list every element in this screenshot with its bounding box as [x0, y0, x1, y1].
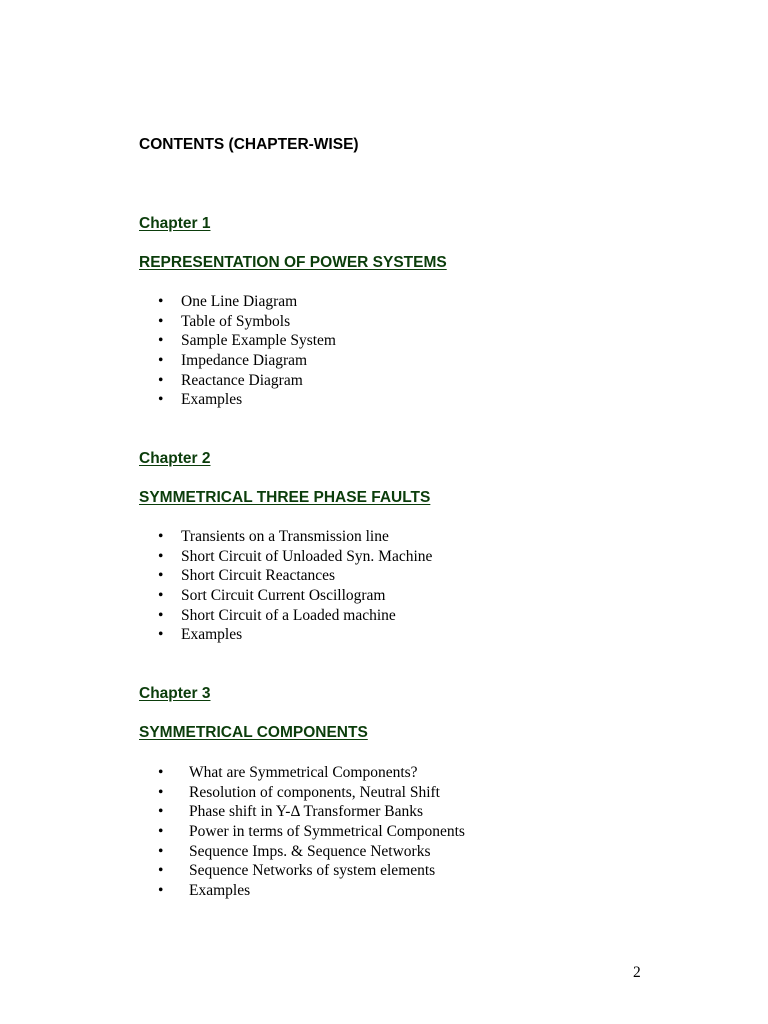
bullet-icon: • [158, 606, 164, 624]
list-item-text: Short Circuit Reactances [181, 567, 336, 585]
bullet-icon: • [158, 823, 164, 841]
list-item-text: One Line Diagram [181, 293, 298, 310]
list-item [158, 312, 336, 332]
chapter-1-label: Chapter 1 [139, 215, 211, 232]
list-item [158, 390, 336, 410]
list-item-text: Power in terms of Symmetrical Components [189, 823, 465, 841]
list-item-text: Examples [181, 391, 243, 409]
bullet-icon: • [158, 293, 164, 310]
bullet-icon: • [158, 332, 164, 350]
list-item-text: Sequence Imps. & Sequence Networks [189, 842, 431, 860]
list-item [158, 606, 432, 626]
chapter-3-topic-list [158, 763, 465, 901]
list-item [158, 566, 432, 586]
bullet-icon: • [158, 764, 164, 781]
chapter-1-title: REPRESENTATION OF POWER SYSTEMS [139, 254, 447, 271]
list-item-text: Impedance Diagram [181, 352, 308, 370]
list-item [158, 881, 465, 901]
list-item-text: Resolution of components, Neutral Shift [189, 783, 440, 801]
list-item [158, 783, 465, 803]
bullet-icon: • [158, 882, 164, 900]
chapter-2-topic-list [158, 527, 432, 645]
bullet-icon: • [158, 528, 164, 545]
chapter-1-topic-list [158, 292, 336, 410]
list-item-text: Examples [181, 626, 243, 644]
bullet-icon: • [158, 587, 164, 605]
bullet-icon: • [158, 626, 164, 644]
list-item [158, 527, 432, 547]
list-item-text: Phase shift in Y-Δ Transformer Banks [189, 803, 423, 821]
bullet-icon: • [158, 842, 164, 860]
chapter-3-title: SYMMETRICAL COMPONENTS [139, 724, 368, 741]
list-item-text: Reactance Diagram [181, 371, 303, 389]
list-item [158, 861, 465, 881]
bullet-icon: • [158, 547, 164, 565]
list-item-text: Short Circuit of a Loaded machine [181, 606, 396, 624]
bullet-icon: • [158, 312, 164, 330]
list-item-text: Transients on a Transmission line [181, 528, 389, 545]
bullet-icon: • [158, 803, 164, 821]
list-item-text: Short Circuit of Unloaded Syn. Machine [181, 547, 433, 565]
chapter-2-title: SYMMETRICAL THREE PHASE FAULTS [139, 489, 431, 506]
chapter-3-label: Chapter 3 [139, 685, 211, 702]
bullet-icon: • [158, 862, 164, 880]
contents-title: CONTENTS (CHAPTER-WISE) [139, 136, 359, 153]
chapter-2-label: Chapter 2 [139, 450, 211, 467]
list-item [158, 822, 465, 842]
list-item-text: Table of Symbols [181, 312, 291, 330]
list-item [158, 331, 336, 351]
list-item-text: Sample Example System [181, 332, 336, 350]
list-item-text: What are Symmetrical Components? [189, 764, 418, 781]
list-item-text: Sort Circuit Current Oscillogram [181, 587, 386, 605]
list-item-text: Sequence Networks of system elements [189, 862, 436, 880]
list-item [158, 547, 432, 567]
bullet-icon: • [158, 567, 164, 585]
bullet-icon: • [158, 371, 164, 389]
list-item [158, 586, 432, 606]
list-item [158, 292, 336, 312]
list-item-text: Examples [189, 882, 251, 900]
bullet-icon: • [158, 783, 164, 801]
list-item [158, 842, 465, 862]
list-item [158, 625, 432, 645]
list-item [158, 763, 465, 783]
bullet-icon: • [158, 391, 164, 409]
list-item [158, 802, 465, 822]
list-item [158, 351, 336, 371]
bullet-icon: • [158, 352, 164, 370]
page-number: 2 [633, 964, 641, 981]
list-item [158, 371, 336, 391]
